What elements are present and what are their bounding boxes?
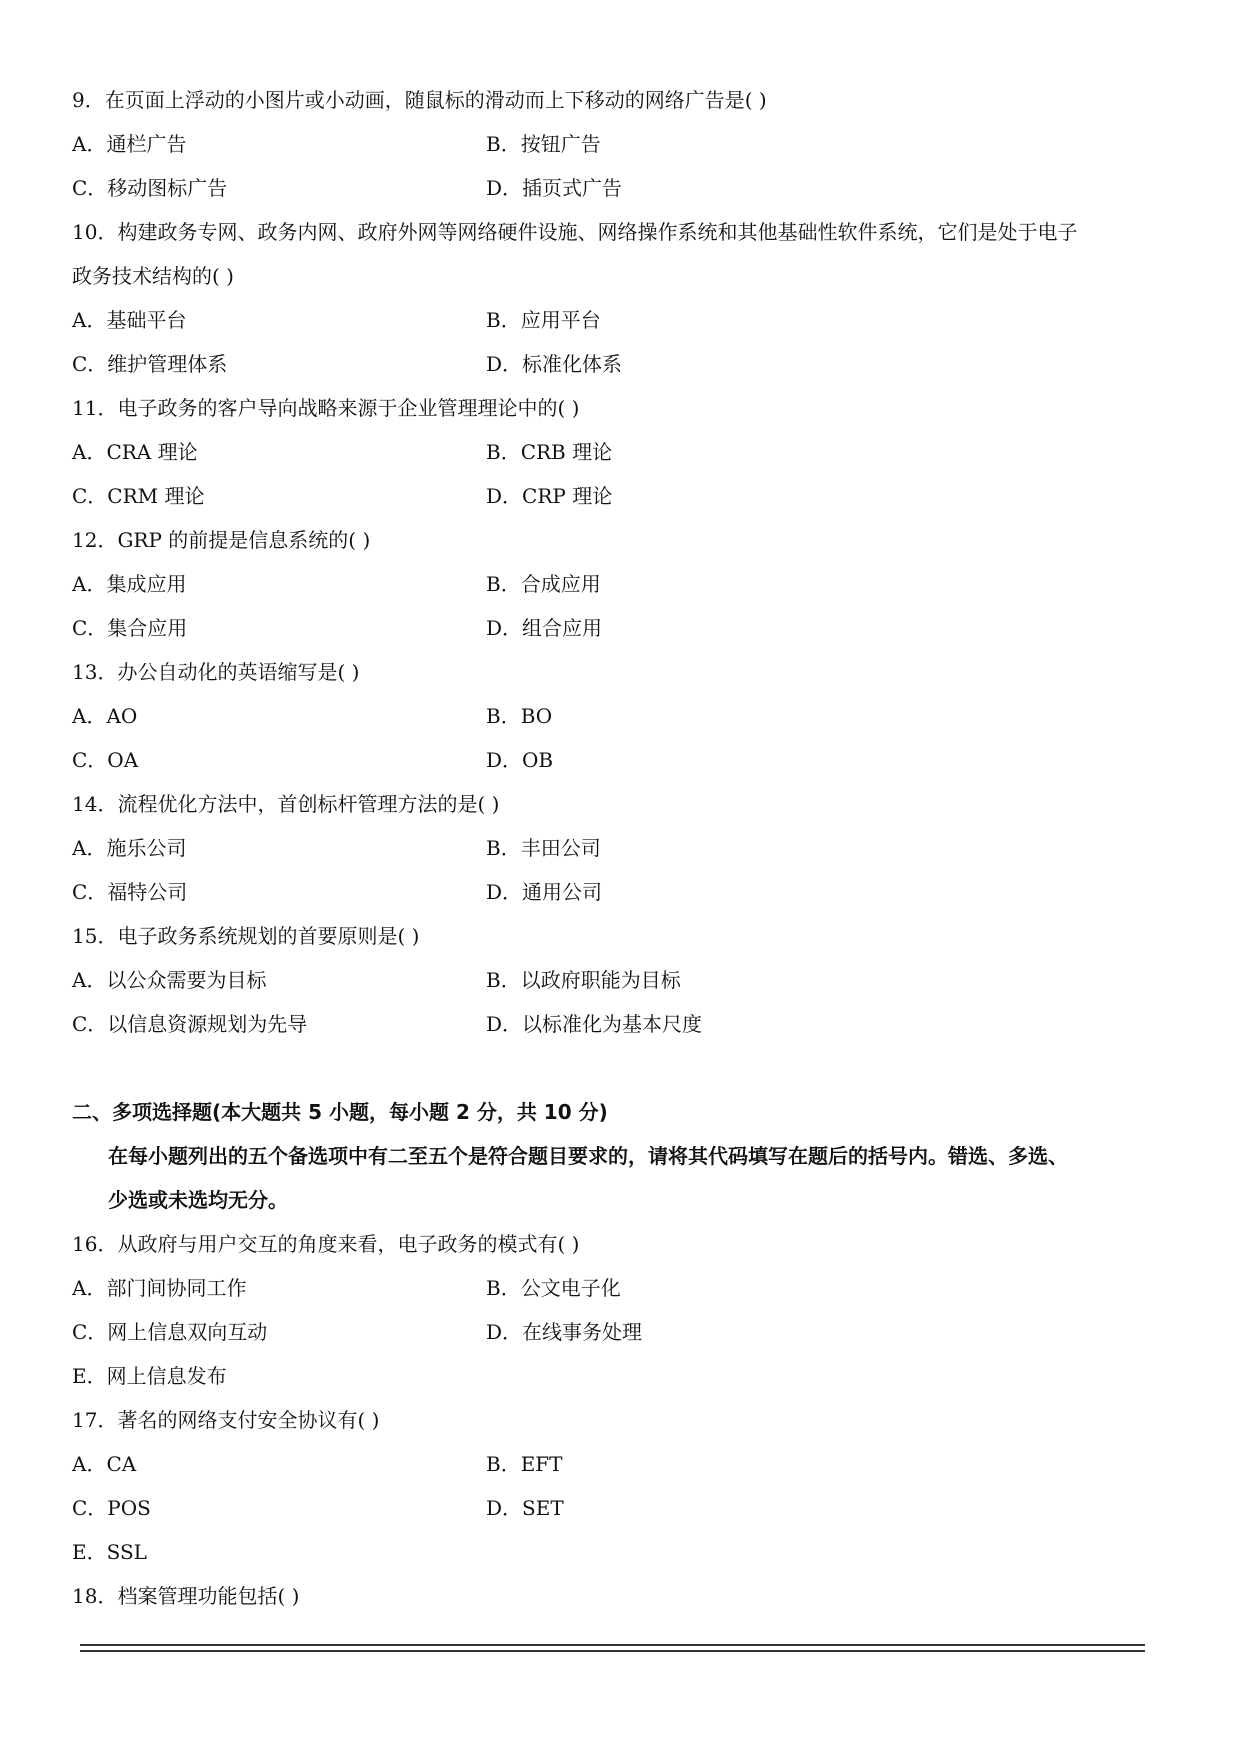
question-11-option-c: C．CRM 理论	[72, 484, 205, 508]
question-14-option-a: A．施乐公司	[72, 836, 187, 860]
question-9-option-b: B．按钮广告	[486, 132, 601, 156]
question-15-option-d: D．以标准化为基本尺度	[486, 1012, 703, 1036]
question-9-stem: 9．在页面上浮动的小图片或小动画，随鼠标的滑动而上下移动的网络广告是( )	[72, 88, 767, 112]
question-15-option-b: B．以政府职能为目标	[486, 968, 681, 992]
section-2-instructions-line2: 少选或未选均无分。	[108, 1188, 288, 1212]
question-13-option-a: A．AO	[72, 704, 138, 728]
question-14-option-c: C．福特公司	[72, 880, 188, 904]
question-13-option-b: B．BO	[486, 704, 553, 728]
question-16-option-b: B．公文电子化	[486, 1276, 621, 1300]
question-11-option-d: D．CRP 理论	[486, 484, 613, 508]
question-11-stem: 11．电子政务的客户导向战略来源于企业管理理论中的( )	[72, 396, 580, 420]
question-16-option-e: E．网上信息发布	[72, 1364, 227, 1388]
question-10-stem-line2: 政务技术结构的( )	[72, 264, 234, 288]
question-13-stem: 13．办公自动化的英语缩写是( )	[72, 660, 360, 684]
section-2-title: 二、多项选择题(本大题共 5 小题，每小题 2 分，共 10 分)	[72, 1100, 608, 1124]
question-15-option-a: A．以公众需要为目标	[72, 968, 267, 992]
question-14-option-b: B．丰田公司	[486, 836, 601, 860]
question-17-option-e: E．SSL	[72, 1540, 147, 1564]
question-18-stem: 18．档案管理功能包括( )	[72, 1584, 300, 1608]
question-17-option-b: B．EFT	[486, 1452, 563, 1476]
question-10-option-a: A．基础平台	[72, 308, 187, 332]
question-17-stem: 17．著名的网络支付安全协议有( )	[72, 1408, 380, 1432]
question-12-option-a: A．集成应用	[72, 572, 187, 596]
question-12-option-b: B．合成应用	[486, 572, 601, 596]
question-15-option-c: C．以信息资源规划为先导	[72, 1012, 308, 1036]
question-10-option-c: C．维护管理体系	[72, 352, 228, 376]
question-17-option-c: C．POS	[72, 1496, 151, 1520]
question-9-option-d: D．插页式广告	[486, 176, 623, 200]
question-14-option-d: D．通用公司	[486, 880, 603, 904]
question-17-option-a: A．CA	[72, 1452, 137, 1476]
question-10-option-b: B．应用平台	[486, 308, 601, 332]
question-13-option-c: C．OA	[72, 748, 139, 772]
footer-double-rule	[80, 1644, 1145, 1652]
question-16-stem: 16．从政府与用户交互的角度来看，电子政务的模式有( )	[72, 1232, 580, 1256]
question-12-option-c: C．集合应用	[72, 616, 188, 640]
question-13-option-d: D．OB	[486, 748, 554, 772]
question-9-option-a: A．通栏广告	[72, 132, 187, 156]
question-11-option-a: A．CRA 理论	[72, 440, 198, 464]
question-9-option-c: C．移动图标广告	[72, 176, 228, 200]
question-15-stem: 15．电子政务系统规划的首要原则是( )	[72, 924, 420, 948]
question-12-stem: 12．GRP 的前提是信息系统的( )	[72, 528, 371, 552]
section-2-instructions-line1: 在每小题列出的五个备选项中有二至五个是符合题目要求的，请将其代码填写在题后的括号内。错选、多选、	[108, 1144, 1068, 1168]
question-11-option-b: B．CRB 理论	[486, 440, 613, 464]
question-10-option-d: D．标准化体系	[486, 352, 623, 376]
question-16-option-c: C．网上信息双向互动	[72, 1320, 268, 1344]
question-12-option-d: D．组合应用	[486, 616, 603, 640]
question-10-stem-line1: 10．构建政务专网、政务内网、政府外网等网络硬件设施、网络操作系统和其他基础性软件系统，它们是处于电子	[72, 220, 1078, 244]
question-14-stem: 14．流程优化方法中，首创标杆管理方法的是( )	[72, 792, 500, 816]
question-16-option-a: A．部门间协同工作	[72, 1276, 247, 1300]
question-17-option-d: D．SET	[486, 1496, 564, 1520]
question-16-option-d: D．在线事务处理	[486, 1320, 643, 1344]
